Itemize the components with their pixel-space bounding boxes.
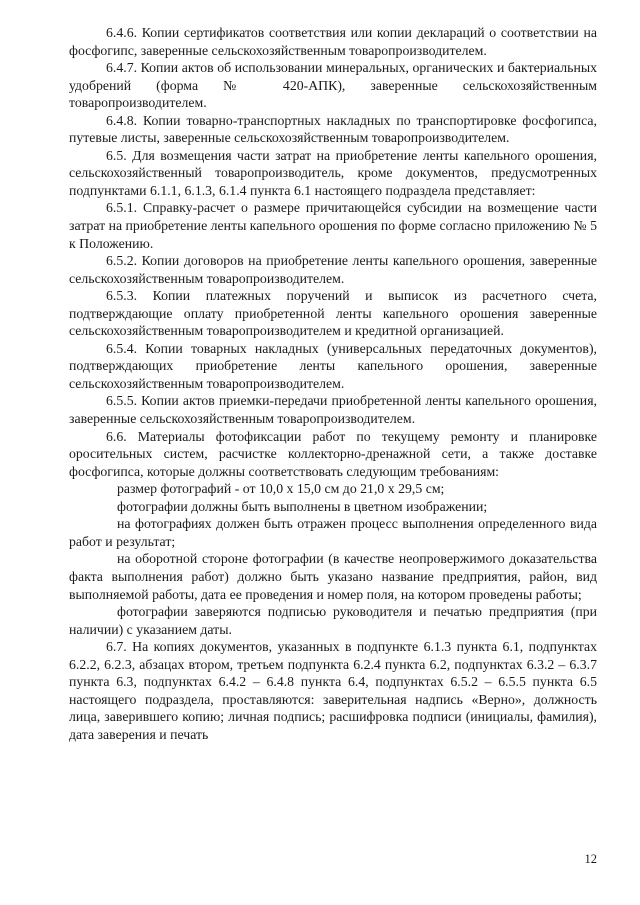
paragraph-6-4-6: 6.4.6. Копии сертификатов соответствия или копии деклараций о соответствии на фосфогипс, заверенные сельскохозяйственным товаропроизводителем. [69,25,597,58]
paragraph-6-4-8: 6.4.8. Копии товарно-транспортных накладных по транспортировке фосфогипса, путевые листы, заверенные сельскохозяйственным товаропроизводителем. [69,112,597,146]
requirement-photo-size: размер фотографий - от 10,0 х 15,0 см до 21,0 х 29,5 см; [117,481,445,497]
requirement-reverse-side: на оборотной стороне фотографии (в качестве неопровержимого доказательства факта выполнения работ) должно быть указано название предприятия, район, вид выполняемой работы, дата ее проведения и номер поля, на котором проведены работы; [69,551,597,602]
paragraph-6-5-2: 6.5.2. Копии договоров на приобретение ленты капельного орошения, заверенные сельскохозяйственным товаропроизводителем. [69,253,597,286]
paragraph-6-5: 6.5. Для возмещения части затрат на приобретение ленты капельного орошения, сельскохозяйственный товаропроизводитель, кроме документов, предусмотренных подпунктами 6.1.1, 6.1.3, 6.1.4 пункта 6.1 настоящего подраздела представляет: [69,147,597,198]
paragraph-6-5-4: 6.5.4. Копии товарных накладных (универсальных передаточных документов), подтверждающих приобретение ленты капельного орошения, заверенные сельскохозяйственным товаропроизводителем. [69,340,597,391]
paragraph-6-5-5: 6.5.5. Копии актов приемки-передачи приобретенной ленты капельного орошения, заверенные сельскохозяйственным товаропроизводителем. [69,393,597,427]
requirement-color: фотографии должны быть выполнены в цветном изображении; [117,498,488,514]
paragraph-6-7: 6.7. На копиях документов, указанных в подпункте 6.1.3 пункта 6.1, подпунктах 6.2.2, 6.2.3, абзацах втором, третьем подпункта 6.2.4 пункта 6.2, подпунктах 6.3.2 – 6.3.7 пункта 6.3, подпунктах 6.4.2 – 6.4.8 пункта 6.4, подпунктах 6.5.2 – 6.5.5 пункта 6.5 настоящего подраздела, проставляются: заверительная надпись «Верно», должность лица, заверившего копию; личная подпись; расшифровка подписи (инициалы, фамилия), дата заверения и печать [69,639,597,742]
requirement-process: на фотографиях должен быть отражен процесс выполнения определенного вида работ и результат; [69,516,597,549]
paragraph-6-4-7: 6.4.7. Копии актов об использовании минеральных, органических и бактериальных удобрений (форма № 420-АПК), заверенные сельскохозяйственным товаропроизводителем. [69,60,597,111]
paragraph-6-5-1: 6.5.1. Справку-расчет о размере причитающейся субсидии на возмещение части затрат на приобретение ленты капельного орошения по форме согласно приложению № 5 к Положению. [69,200,597,251]
requirement-signature: фотографии заверяются подписью руководителя и печатью предприятия (при наличии) с указанием даты. [69,604,597,637]
page-number: 12 [584,852,597,866]
paragraph-6-5-3: 6.5.3. Копии платежных поручений и выписок из расчетного счета, подтверждающие оплату приобретенной ленты капельного орошения заверенные сельскохозяйственным товаропроизводителем и кредитной организацией. [69,288,597,339]
document-page [69,24,597,743]
paragraph-6-6: 6.6. Материалы фотофиксации работ по текущему ремонту и планировке оросительных систем, расчистке коллекторно-дренажной сети, а также доставке фосфогипса, которые должны соответствовать следующим требованиям: [69,428,597,479]
